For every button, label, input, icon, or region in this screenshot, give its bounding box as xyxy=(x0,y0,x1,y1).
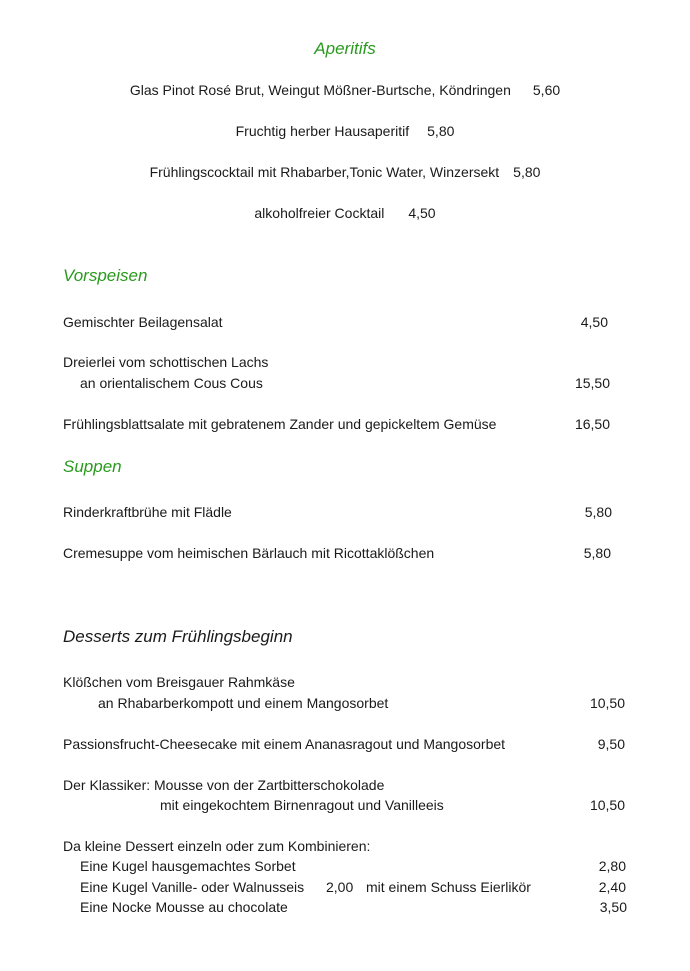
dessert-item-1-subtext: an Rhabarberkompott und einem Mangosorbet xyxy=(98,695,389,711)
aperitif-item-4 xyxy=(0,204,690,222)
small-dessert-2-text: Eine Kugel Vanille- oder Walnusseis xyxy=(80,879,305,895)
small-dessert-intro: Da kleine Dessert einzeln oder zum Kombinieren: xyxy=(63,838,371,854)
item-price: 5,80 xyxy=(513,164,541,180)
item-price: 5,60 xyxy=(532,82,561,98)
dessert-item-2-text: Passionsfrucht-Cheesecake mit einem Ananasragout und Mangosorbet xyxy=(63,736,506,752)
vorspeise-item-3-price: 16,50 xyxy=(574,416,610,432)
small-dessert-3-price: 3,50 xyxy=(599,899,627,915)
item-price: 5,80 xyxy=(427,123,455,139)
aperitif-item-3 xyxy=(0,163,690,181)
small-dessert-1-price: 2,80 xyxy=(598,858,626,874)
small-dessert-3-text: Eine Nocke Mousse au chocolate xyxy=(80,899,288,915)
dessert-item-1-text: Klößchen vom Breisgauer Rahmkäse xyxy=(63,674,295,690)
item-text: Fruchtig herber Hausaperitif xyxy=(235,123,410,139)
section-title-desserts: Desserts zum Frühlingsbeginn xyxy=(63,627,293,646)
vorspeise-item-1-price: 4,50 xyxy=(580,314,608,330)
small-dessert-2-extra: mit einem Schuss Eierlikör xyxy=(366,879,531,895)
small-dessert-1-text: Eine Kugel hausgemachtes Sorbet xyxy=(80,858,296,874)
section-title-aperitifs: Aperitifs xyxy=(314,39,376,58)
section-title-suppen: Suppen xyxy=(63,457,122,476)
small-dessert-2-mid-price: 2,00 xyxy=(326,879,354,895)
aperitif-item-2 xyxy=(0,122,690,140)
item-price: 4,50 xyxy=(408,205,436,221)
vorspeise-item-3-text: Frühlingsblattsalate mit gebratenem Zander und gepickeltem Gemüse xyxy=(63,416,497,432)
small-dessert-2-price: 2,40 xyxy=(598,879,626,895)
dessert-item-3-subtext: mit eingekochtem Birnenragout und Vanilleeis xyxy=(160,797,444,813)
vorspeise-item-2-text: Dreierlei vom schottischen Lachs xyxy=(63,354,269,370)
aperitif-item-1 xyxy=(0,81,690,99)
dessert-item-3-price: 10,50 xyxy=(589,797,625,813)
dessert-item-2-price: 9,50 xyxy=(597,736,625,752)
vorspeise-item-1-text: Gemischter Beilagensalat xyxy=(63,314,223,330)
suppe-item-2-price: 5,80 xyxy=(583,545,611,561)
vorspeise-item-2-subtext: an orientalischem Cous Cous xyxy=(80,375,263,391)
suppe-item-2-text: Cremesuppe vom heimischen Bärlauch mit Ricottaklößchen xyxy=(63,545,435,561)
dessert-item-1-price: 10,50 xyxy=(589,695,625,711)
suppe-item-1-price: 5,80 xyxy=(584,504,612,520)
item-text: Frühlingscocktail mit Rhabarber,Tonic Water, Winzersekt xyxy=(149,164,500,180)
item-text: Glas Pinot Rosé Brut, Weingut Mößner-Burtsche, Köndringen xyxy=(129,82,511,98)
dessert-item-3-text: Der Klassiker: Mousse von der Zartbitterschokolade xyxy=(63,777,385,793)
item-text: alkoholfreier Cocktail xyxy=(254,205,385,221)
vorspeise-item-2-price: 15,50 xyxy=(574,375,610,391)
section-title-vorspeisen: Vorspeisen xyxy=(63,266,148,285)
suppe-item-1-text: Rinderkraftbrühe mit Flädle xyxy=(63,504,232,520)
